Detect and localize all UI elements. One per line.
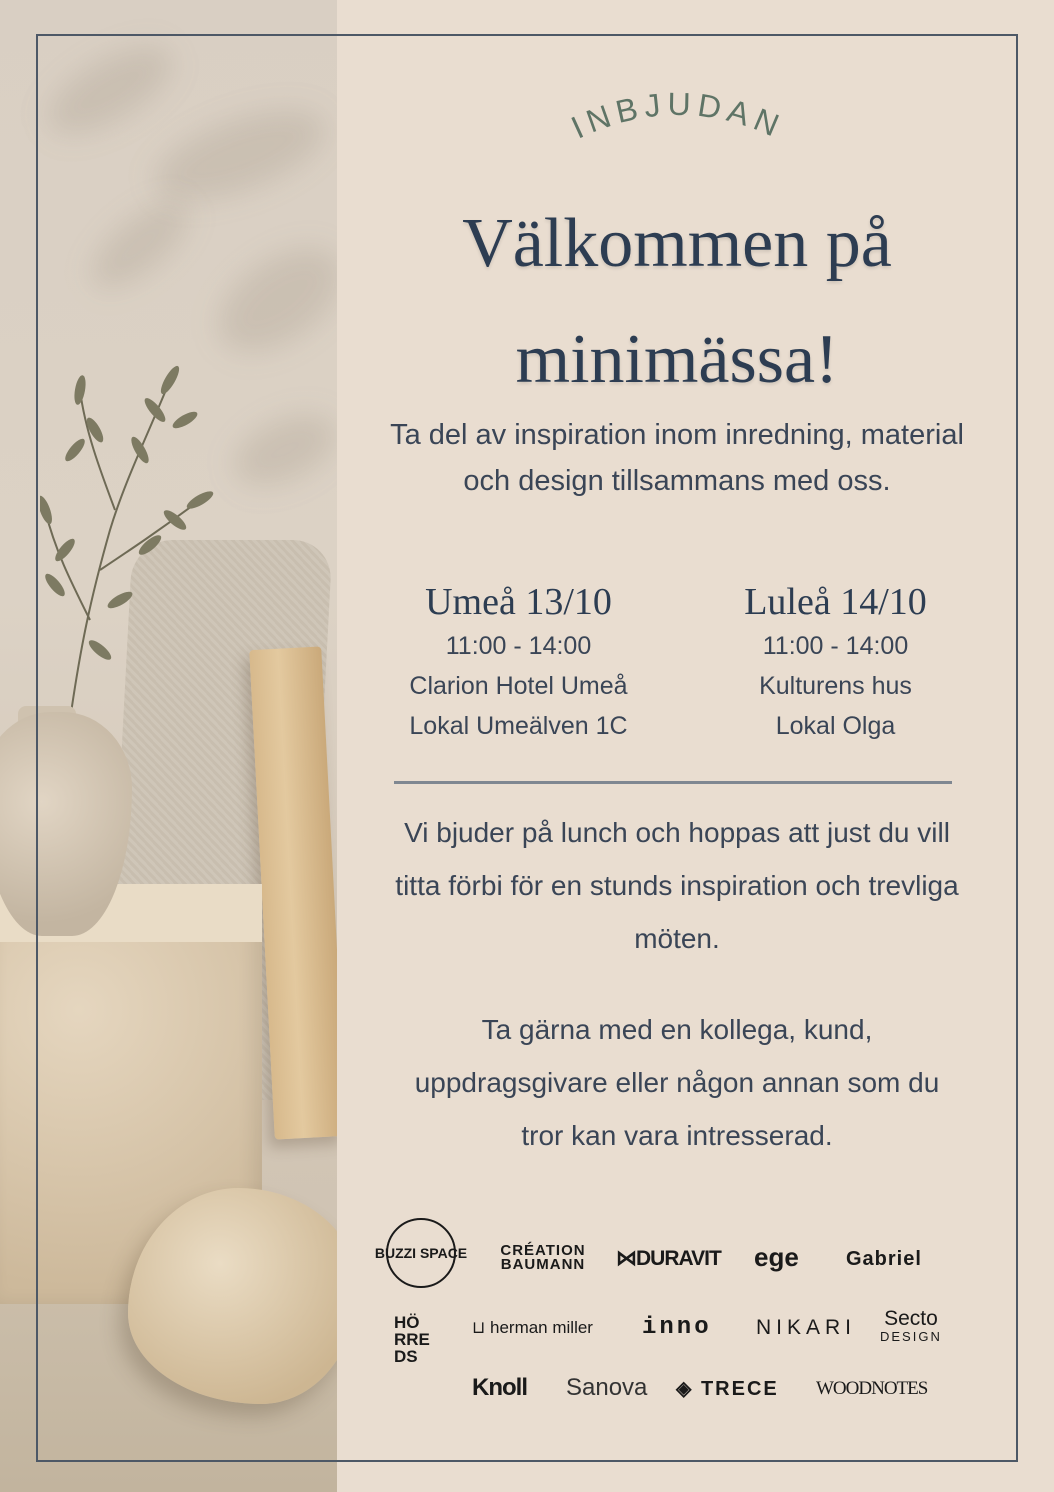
logo-inno: inno (642, 1314, 712, 1341)
intro-text: Ta del av inspiration inom inredning, material och design tillsammans med oss. (390, 419, 964, 497)
event-title: Umeå 13/10 (425, 581, 612, 623)
logo-knoll: Knoll (472, 1374, 527, 1401)
logo-ege: ege (754, 1242, 799, 1272)
event-room: Lokal Olga (775, 712, 896, 740)
logo-horreds: HÖRREDS (394, 1313, 430, 1366)
logo-secto-design (880, 1308, 942, 1344)
logo-woodnotes: WOODNOTES (816, 1378, 928, 1399)
event-time: 11:00 - 14:00 (445, 632, 592, 660)
logo-secto-text: Secto (884, 1307, 938, 1330)
leaf-shadow (34, 29, 185, 151)
logo-trece (676, 1376, 779, 1401)
logo-sanova: Sanova (566, 1374, 648, 1401)
logo-duravit-text: DURAVIT (636, 1247, 721, 1270)
divider (394, 781, 952, 784)
event-time: 11:00 - 14:00 (762, 632, 909, 660)
partner-logos (374, 1218, 1000, 1418)
event-room: Lokal Umeälven 1C (409, 712, 628, 740)
headline: Välkommen på minimässa! (462, 205, 892, 398)
logo-gabriel: Gabriel (846, 1248, 922, 1270)
logo-nikari: NIKARI (756, 1316, 857, 1339)
invite-label-arc (548, 80, 808, 160)
event-venue: Kulturens hus (759, 672, 912, 700)
logo-trece-text: TRECE (700, 1378, 779, 1400)
logo-duravit (616, 1246, 721, 1271)
event-title: Luleå 14/10 (744, 581, 927, 623)
logo-buzzispace: BUZZI SPACE (386, 1218, 456, 1288)
logo-secto-sub: DESIGN (880, 1329, 942, 1344)
event-list (360, 578, 994, 746)
trece-mark-icon: ◈ (676, 1378, 701, 1400)
invite-label: INBJUDAN (565, 85, 790, 146)
olive-branch (40, 350, 230, 720)
event-venue: Clarion Hotel Umeå (409, 672, 628, 700)
svg-text:INBJUDAN (566, 86, 790, 146)
logo-creation-baumann: CRÉATION BAUMANN (500, 1242, 586, 1273)
hero-photo (0, 0, 337, 1492)
leaf-shadow (222, 400, 337, 501)
logo-herman-miller (472, 1318, 593, 1338)
logo-herman-miller-text: herman miller (490, 1318, 593, 1337)
lunch-paragraph: Vi bjuder på lunch och hoppas att just du vill titta förbi för en stunds inspiration och trevliga möten. (395, 817, 959, 954)
leaf-shadow (78, 187, 202, 302)
leaf-shadow (143, 91, 336, 218)
bring-colleague-paragraph: Ta gärna med en kollega, kund, uppdragsgivare eller någon annan som du tror kan vara intresserad. (414, 1014, 940, 1151)
event-umea (360, 578, 677, 746)
herman-miller-mark-icon: ⊔ (472, 1318, 490, 1337)
invitation-content (340, 0, 1020, 1492)
duravit-mark-icon: ⋈ (616, 1247, 636, 1270)
event-lulea (677, 578, 994, 746)
